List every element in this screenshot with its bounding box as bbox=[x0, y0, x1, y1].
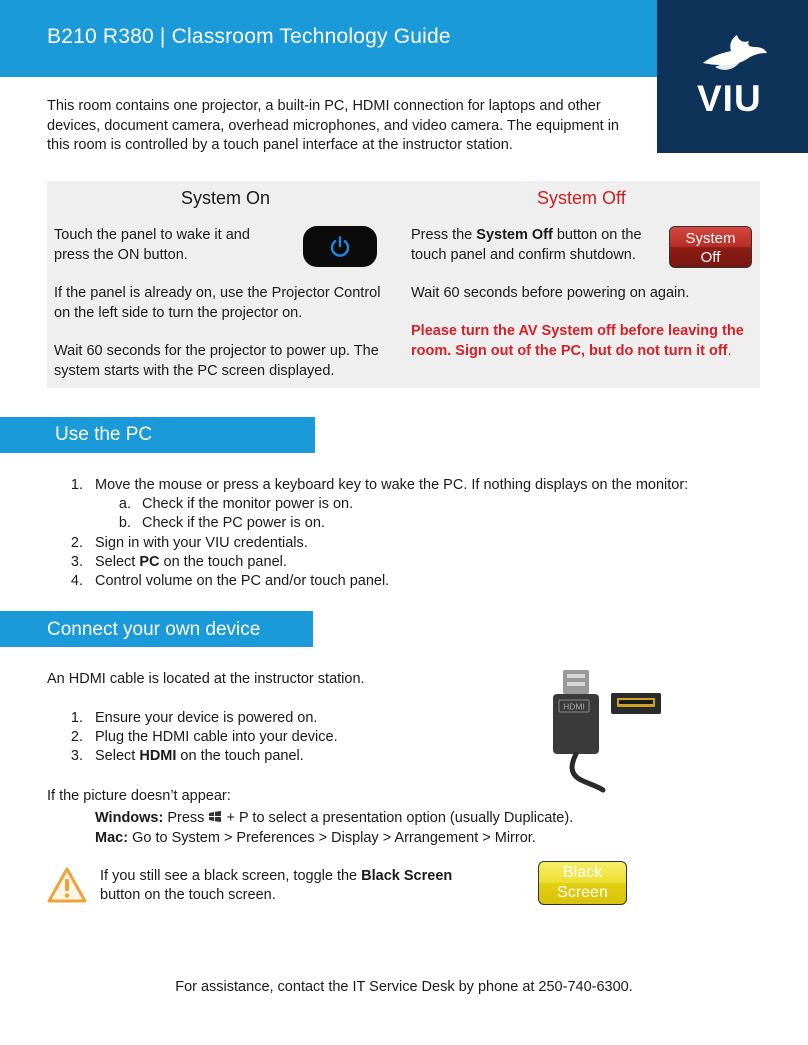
list-number: 2. bbox=[70, 535, 83, 551]
list-item: Sign in with your VIU credentials. bbox=[95, 535, 308, 551]
black-screen-button: Black Screen bbox=[538, 861, 627, 905]
power-button bbox=[303, 226, 377, 267]
list-number: 3. bbox=[70, 748, 83, 764]
black-screen-note-line2: button on the touch screen. bbox=[100, 887, 276, 903]
mac-instruction: Mac: Go to System > Preferences > Display > Arrangement > Mirror. bbox=[95, 830, 536, 846]
list-item: Control volume on the PC and/or touch panel. bbox=[95, 573, 390, 589]
connect-heading: Connect your own device bbox=[47, 619, 261, 640]
list-number: 3. bbox=[70, 554, 83, 570]
viu-logo: VIU bbox=[697, 78, 762, 119]
picture-fallback-intro: If the picture doesn’t appear: bbox=[47, 788, 231, 804]
black-screen-note-line1: If you still see a black screen, toggle the Black Screen bbox=[100, 868, 453, 884]
list-number: 1. bbox=[70, 477, 83, 493]
list-number: 1. bbox=[70, 710, 83, 726]
intro-text: This room contains one projector, a built-in PC, HDMI connection for laptops and other devices, document camera, overhead microphones, and video camera. The equipment in this room is controlled by a touch panel interface at the instructor station. bbox=[47, 98, 619, 153]
list-item: Check if the PC power is on. bbox=[142, 515, 325, 531]
hdmi-label: HDMI bbox=[563, 701, 585, 712]
system-off-step-2: Wait 60 seconds before powering on again. bbox=[411, 285, 690, 301]
list-number: 2. bbox=[70, 729, 83, 745]
bird-logo-icon bbox=[701, 33, 769, 77]
power-icon bbox=[328, 235, 352, 259]
list-number: a. bbox=[118, 496, 131, 512]
use-pc-heading: Use the PC bbox=[55, 424, 153, 445]
list-item: Move the mouse or press a keyboard key to wake the PC. If nothing displays on the monitor: bbox=[95, 477, 689, 493]
windows-instruction: Windows: Press + P to select a presentation option (usually Duplicate). bbox=[95, 810, 574, 826]
system-off-button: System Off bbox=[669, 226, 752, 268]
system-on-step-3: Wait 60 seconds for the projector to power up. The system starts with the PC screen displayed. bbox=[54, 343, 379, 379]
system-off-heading: System Off bbox=[537, 188, 626, 208]
use-pc-section-bar bbox=[0, 417, 315, 453]
page-title: B210 R380 | Classroom Technology Guide bbox=[47, 25, 451, 48]
hdmi-cable-icon bbox=[549, 668, 664, 794]
system-on-step-2: If the panel is already on, use the Projector Control on the left side to turn the projector on. bbox=[54, 285, 381, 321]
windows-logo-icon bbox=[208, 810, 222, 823]
list-item: Plug the HDMI cable into your device. bbox=[95, 729, 338, 745]
system-on-step-1: Touch the panel to wake it and press the ON button. bbox=[54, 227, 250, 263]
list-number: 4. bbox=[70, 573, 83, 589]
system-off-step-1: Press the System Off button on the touch panel and confirm shutdown. bbox=[411, 227, 642, 263]
list-item: Select PC on the touch panel. bbox=[95, 554, 287, 570]
warning-icon bbox=[46, 866, 88, 904]
footer-contact: For assistance, contact the IT Service Desk by phone at 250-740-6300. bbox=[175, 979, 633, 995]
system-on-heading: System On bbox=[181, 188, 271, 208]
connect-lead: An HDMI cable is located at the instructor station. bbox=[47, 671, 365, 687]
list-item: Select HDMI on the touch panel. bbox=[95, 748, 304, 764]
list-item: Ensure your device is powered on. bbox=[95, 710, 318, 726]
list-number: b. bbox=[118, 515, 131, 531]
system-off-warning: Please turn the AV System off before leaving the room. Sign out of the PC, but do not turn it off. bbox=[411, 323, 744, 359]
list-item: Check if the monitor power is on. bbox=[142, 496, 354, 512]
